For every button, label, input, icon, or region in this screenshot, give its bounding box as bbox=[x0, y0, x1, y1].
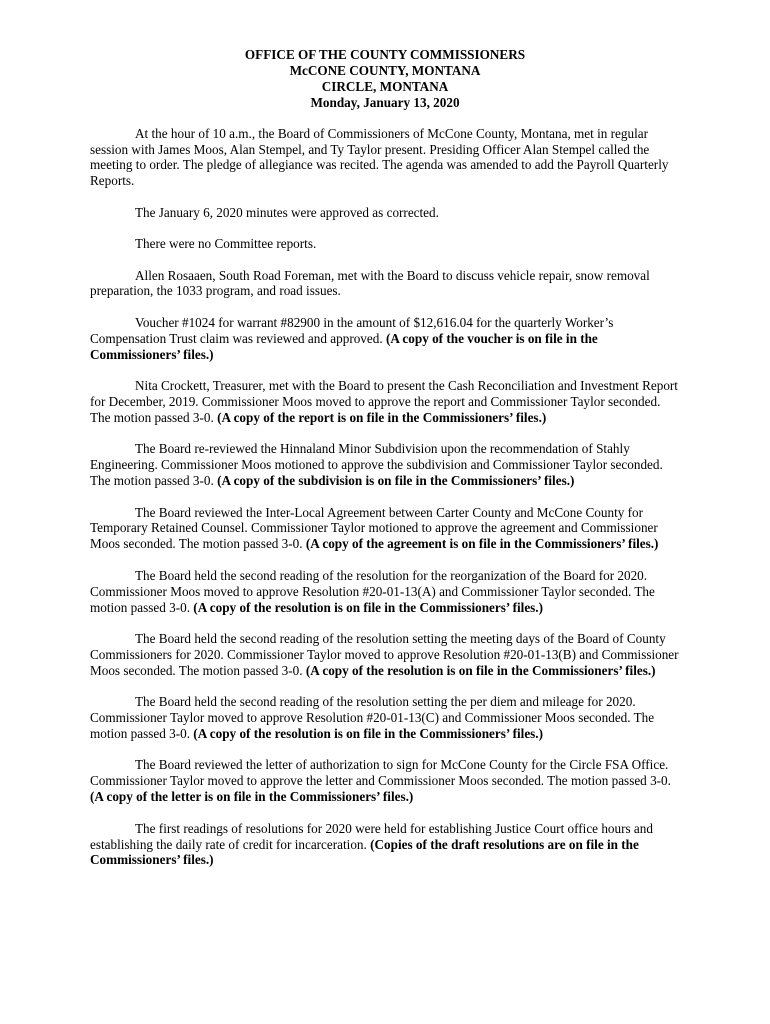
document-page bbox=[90, 47, 680, 884]
paragraph-text: The first readings of resolutions for 2020 were held for establishing Justice Court office hours and establishing the daily rate of credit for incarceration. bbox=[90, 820, 653, 852]
file-note: (A copy of the resolution is on file in the Commissioners’ files.) bbox=[305, 662, 656, 678]
paragraph-call-to-order bbox=[90, 126, 680, 190]
county-name: McCONE COUNTY, MONTANA bbox=[289, 62, 481, 78]
paragraph-text: Voucher #1024 for warrant #82900 in the amount of $12,616.04 for the quarterly Worker’s Compensation Trust claim was reviewed and approved. bbox=[90, 314, 614, 346]
paragraph-text: The Board reviewed the Inter-Local Agreement between Carter County and McCone County for Temporary Retained Counsel. Commissioner Taylor motioned to approve the agreement and Commissioner Moos seconded. The motion passed 3-0. bbox=[90, 504, 658, 552]
file-note: (A copy of the resolution is on file in the Commissioners’ files.) bbox=[193, 726, 543, 741]
paragraph-fsa-letter bbox=[90, 757, 680, 805]
paragraph-text: Allen Rosaaen, South Road Foreman, met with the Board to discuss vehicle repair, snow removal preparation, the 1033 program, and road issues. bbox=[90, 267, 650, 299]
file-note: (A copy of the resolution is on file in the Commissioners’ files.) bbox=[193, 599, 543, 615]
file-note: (A copy of the subdivision is on file in the Commissioners’ files.) bbox=[217, 473, 575, 489]
paragraph-text: The Board re-reviewed the Hinnaland Minor Subdivision upon the recommendation of Stahly Engineering. Commissioner Moos motioned to approve the subdivision and Commissioner Taylor seconded. The motion passed 3-0. bbox=[90, 441, 663, 489]
paragraph-resolution-c bbox=[90, 694, 680, 742]
file-note: (A copy of the voucher is on file in the Commissioners’ files.) bbox=[90, 330, 598, 362]
paragraph-committee-reports bbox=[90, 236, 680, 252]
document-header bbox=[90, 47, 680, 111]
file-note: (Copies of the draft resolutions are on file in the Commissioners’ files.) bbox=[90, 836, 639, 868]
paragraph-minutes bbox=[90, 205, 680, 221]
paragraph-text: The Board held the second reading of the resolution setting the per diem and mileage for 2020. Commissioner Taylor moved to approve Resolution #20-01-13(C) and Commissioner Moos seconded. The motion passed 3-0. bbox=[90, 694, 655, 741]
city-name: CIRCLE, MONTANA bbox=[321, 78, 449, 94]
paragraph-treasurer bbox=[90, 378, 680, 426]
paragraph-road-foreman bbox=[90, 268, 680, 300]
paragraph-text: There were no Committee reports. bbox=[135, 236, 317, 252]
paragraph-inter-local-agreement bbox=[90, 505, 680, 553]
paragraph-resolution-a bbox=[90, 568, 680, 616]
file-note: (A copy of the letter is on file in the Commissioners’ files.) bbox=[90, 789, 414, 805]
paragraph-subdivision bbox=[90, 441, 680, 489]
paragraph-text: The January 6, 2020 minutes were approved as corrected. bbox=[135, 204, 439, 220]
paragraph-text: The Board held the second reading of the resolution setting the meeting days of the Board of County Commissioners for 2020. Commissioner Taylor moved to approve Resolution #20-01-13(B) and Commissioner Moos seconded. The motion passed 3-0. bbox=[90, 630, 679, 678]
file-note: (A copy of the report is on file in the Commissioners’ files.) bbox=[217, 409, 547, 425]
paragraph-text: The Board reviewed the letter of authorization to sign for McCone County for the Circle FSA Office. Commissioner Taylor moved to approve the letter and Commissioner Moos seconded. The motion passed 3-0. bbox=[90, 757, 671, 789]
paragraph-first-readings bbox=[90, 821, 680, 869]
meeting-date: Monday, January 13, 2020 bbox=[310, 94, 460, 110]
office-title: OFFICE OF THE COUNTY COMMISSIONERS bbox=[244, 47, 526, 62]
paragraph-voucher bbox=[90, 315, 680, 363]
paragraph-resolution-b bbox=[90, 631, 680, 679]
file-note: (A copy of the agreement is on file in the Commissioners’ files.) bbox=[305, 536, 659, 552]
paragraph-text: Nita Crockett, Treasurer, met with the Board to present the Cash Reconciliation and Investment Report for December, 2019. Commissioner Moos moved to approve the report and Commissioner Taylor seconded. The motion passed 3-0. bbox=[90, 378, 678, 425]
paragraph-text: At the hour of 10 a.m., the Board of Commissioners of McCone County, Montana, met in regular session with James Moos, Alan Stempel, and Ty Taylor present. Presiding Officer Alan Stempel called the meeting to order. The pledge of allegiance was recited. The agenda was amended to add the Payroll Quarterly Reports. bbox=[90, 125, 669, 189]
paragraph-text: The Board held the second reading of the resolution for the reorganization of the Board for 2020. Commissioner Moos moved to approve Resolution #20-01-13(A) and Commissioner Taylor seconded. The motion passed 3-0. bbox=[90, 567, 655, 615]
